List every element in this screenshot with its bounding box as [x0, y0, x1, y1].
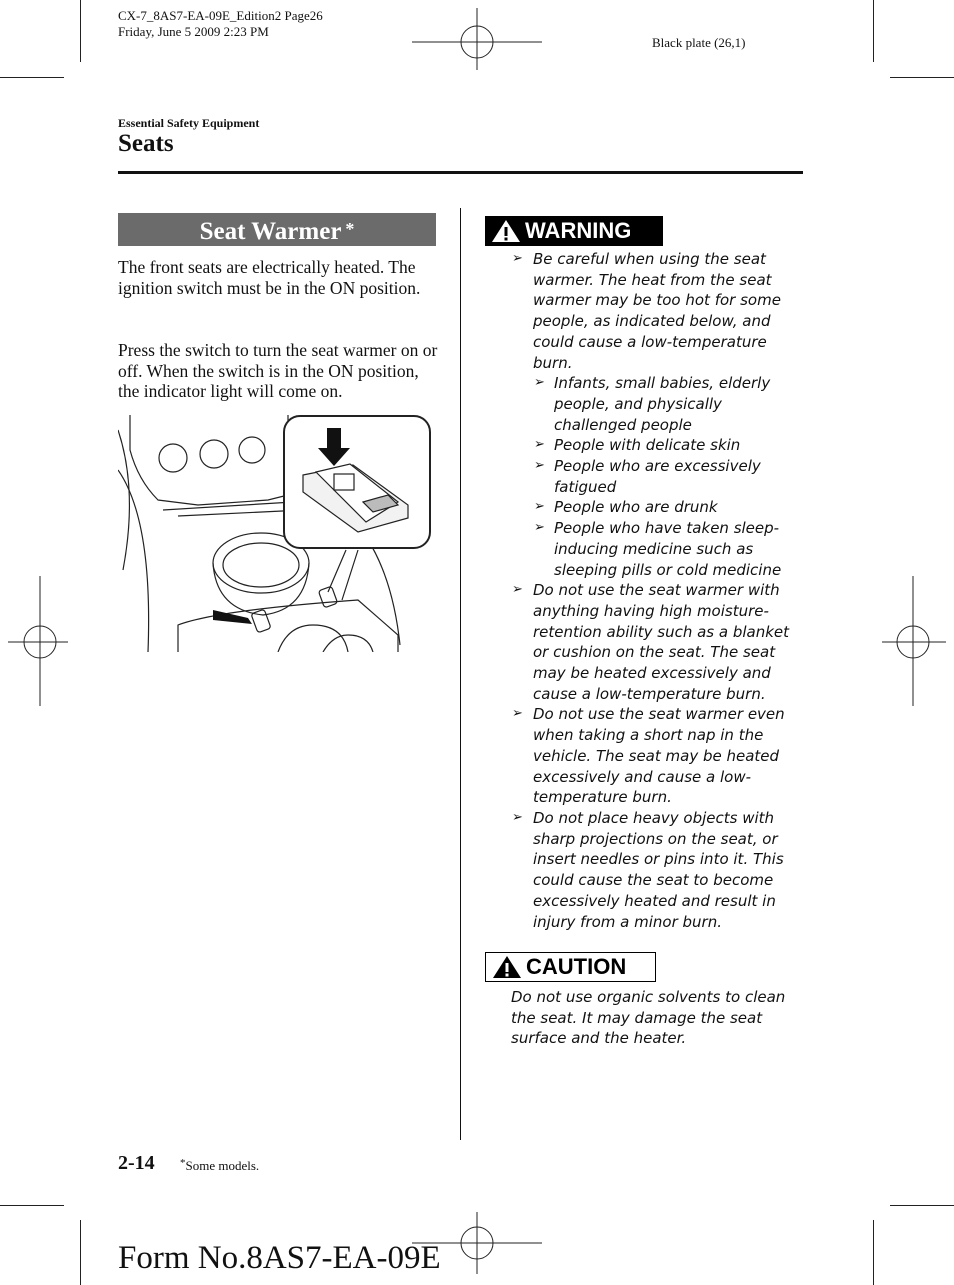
footnote-text: Some models.: [185, 1158, 260, 1173]
warning-list: [511, 249, 803, 932]
warning-text: WARNING: [525, 218, 632, 243]
caution-text-label: CAUTION: [526, 954, 627, 979]
warning-triangle-icon: [491, 219, 521, 243]
seat-warmer-switch-illustration: [118, 410, 436, 652]
seat-warmer-heading: [118, 213, 436, 246]
plate-label: Black plate (26,1): [652, 35, 746, 50]
crop-mark: [873, 1220, 874, 1285]
bullet-arrow-icon: ➢: [512, 251, 523, 266]
bullet-arrow-icon: ➢: [534, 375, 545, 391]
warning-item-text: Do not use the seat warmer with anything having high moisture-retention ability such as a blanket or cushion on the seat. The seat may be heated excessively and cause a low-temperature burn.: [533, 581, 790, 703]
crop-mark: [0, 77, 64, 78]
warning-sub-item: [533, 497, 803, 518]
crop-mark: [890, 77, 954, 78]
bullet-arrow-icon: ➢: [512, 582, 523, 598]
warning-label: [485, 216, 663, 246]
bullet-arrow-icon: ➢: [512, 706, 523, 722]
warning-item: [511, 249, 803, 580]
bullet-arrow-icon: ➢: [512, 809, 523, 825]
column-divider: [460, 208, 461, 1140]
caution-text: Do not use organic solvents to clean the seat. It may damage the seat surface and the heater.: [511, 988, 786, 1048]
warning-item-text: Do not use the seat warmer even when taking a short nap in the vehicle. The seat may be heated excessively and cause a low-temperature burn.: [533, 705, 785, 807]
warning-sub-list: [533, 373, 803, 580]
bullet-arrow-icon: ➢: [534, 437, 545, 453]
section-category: Essential Safety Equipment: [118, 116, 260, 130]
warning-item-text: Do not place heavy objects with sharp projections on the seat, or insert needles or pins into it. This could cause the seat to become excessively heated and result in injury from a minor burn.: [533, 808, 784, 931]
crop-mark: [80, 1220, 81, 1285]
sub-item-text: People who are drunk: [554, 498, 718, 517]
sub-item-text: Infants, small babies, elderly people, and physically challenged people: [554, 374, 771, 434]
bullet-arrow-icon: ➢: [534, 458, 545, 474]
intro-paragraph: The front seats are electrically heated. The ignition switch must be in the ON position.: [118, 257, 421, 298]
file-info: [118, 8, 323, 40]
form-number: Form No.8AS7-EA-09E: [118, 1240, 441, 1276]
file-line-2: Friday, June 5 2009 2:23 PM: [118, 24, 269, 39]
heading-text: Seat Warmer: [199, 218, 342, 245]
caution-label: [485, 952, 656, 982]
page-number: 2-14: [118, 1152, 155, 1174]
some-models-mark: *: [345, 219, 355, 239]
sub-item-text: People with delicate skin: [554, 436, 741, 455]
title-rule: [118, 171, 803, 174]
warning-item: [511, 808, 803, 932]
sub-item-text: People who are excessively fatigued: [554, 457, 761, 496]
bullet-arrow-icon: ➢: [534, 520, 545, 536]
operation-paragraph: Press the switch to turn the seat warmer on or off. When the switch is in the ON position, the indicator light will come on.: [118, 340, 438, 402]
footnote-mark: *: [180, 1157, 186, 1169]
caution-triangle-icon: [492, 955, 522, 979]
registration-mark-top: [412, 8, 542, 70]
footnote: [180, 1157, 259, 1174]
crop-mark: [873, 0, 874, 62]
warning-item: [511, 580, 803, 704]
warning-sub-item: [533, 456, 803, 497]
warning-item: [511, 704, 803, 808]
registration-mark-right: [882, 576, 946, 706]
registration-mark-left: [8, 576, 68, 706]
crop-mark: [890, 1205, 954, 1206]
page-title: Seats: [118, 130, 174, 157]
warning-sub-item: [533, 435, 803, 456]
file-line-1: CX-7_8AS7-EA-09E_Edition2 Page26: [118, 8, 323, 23]
warning-item-text: Be careful when using the seat warmer. The heat from the seat warmer may be too hot for some people, as indicated below, and could cause a low-temperature burn.: [533, 250, 781, 372]
warning-sub-item: [533, 518, 803, 580]
warning-sub-item: [533, 373, 803, 435]
sub-item-text: People who have taken sleep-inducing medicine such as sleeping pills or cold medicine: [554, 519, 782, 579]
crop-mark: [0, 1205, 64, 1206]
crop-mark: [80, 0, 81, 62]
bullet-arrow-icon: ➢: [534, 499, 545, 515]
